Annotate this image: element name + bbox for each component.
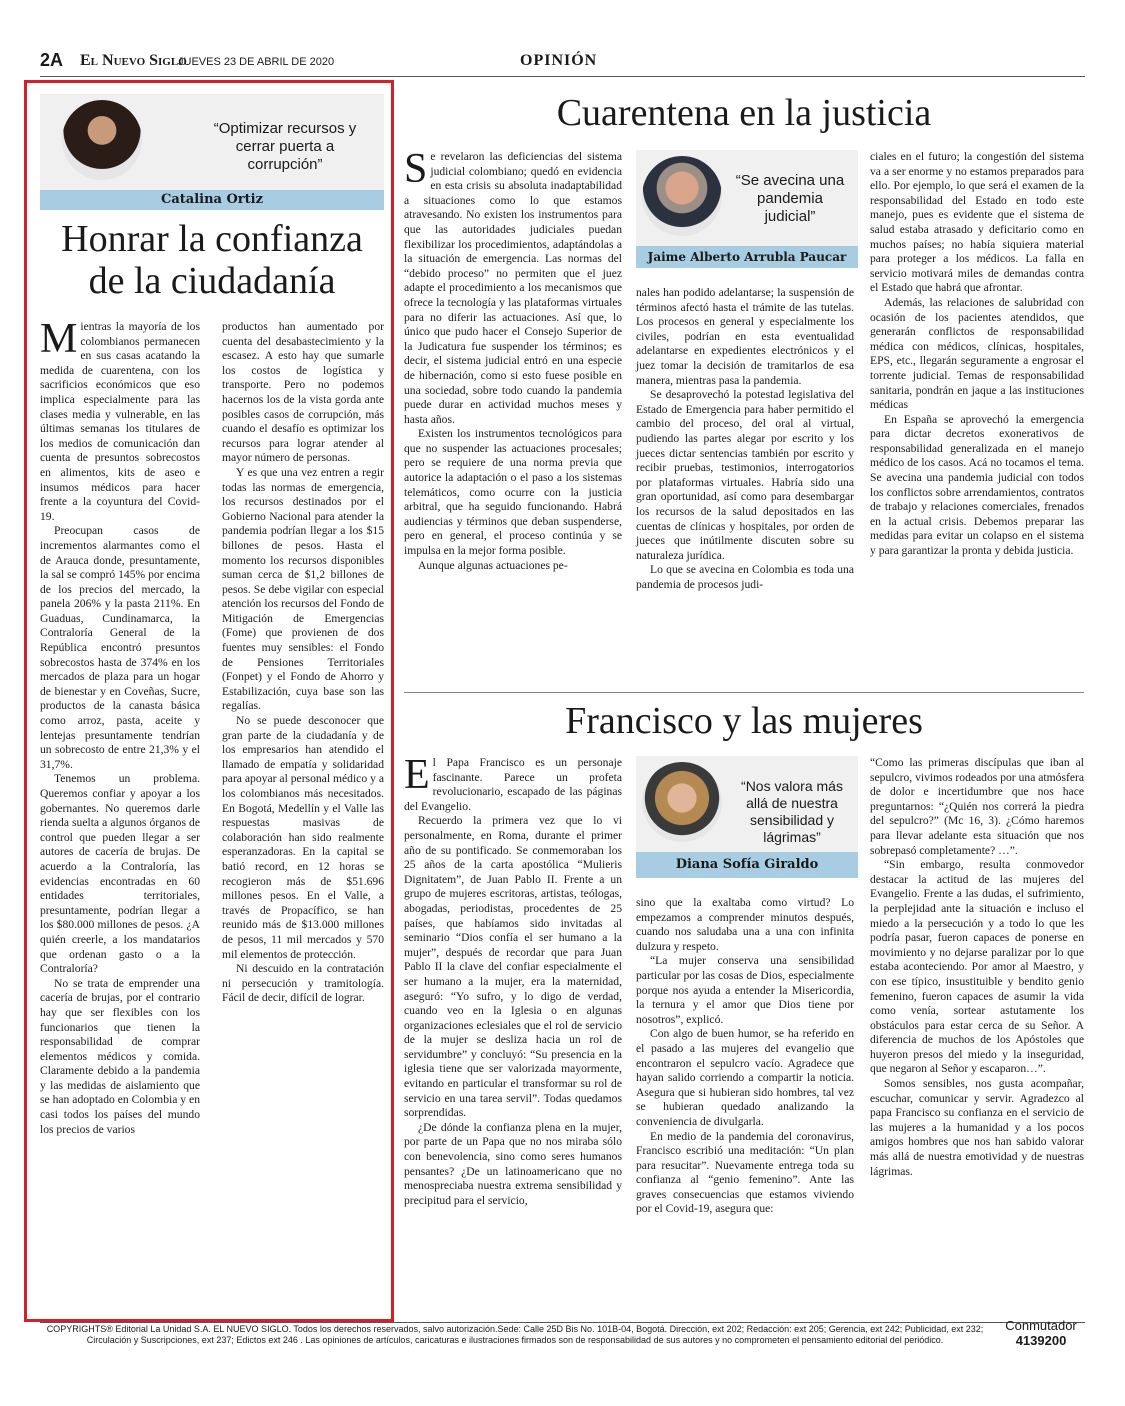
copyright-footer (40, 1324, 990, 1346)
paragraph: ientras la mayoría de los colombianos permanecen en sus casas acatando la medida de cuarentena, con los sacrificios económicos que eso implica especialmente para las clases media y vulnerable, en las últimas semanas los titulares de los medios de comunicación dan cuenta de presuntos sobrecostos en alimentos, kits de aseo e insumos médicos para hacer frente a la coyuntura del Covid-19. (40, 320, 200, 523)
author-photo-arrubla (642, 156, 722, 236)
footer-line-2: Circulación y Suscripciones, ext 237; Edictos ext 246 . Las opiniones de artículos, caricaturas e ilustraciones firmados son de responsabilidad de sus autores y no comprometen el pensamiento editorial del periódico. (86, 1335, 944, 1345)
paragraph: Tenemos un problema. Queremos confiar y apoyar a los gobernantes. No queremos darle rienda suelta a algunos órganos de control que pueden llegar a ser autores de cacería de brujas. De acuerdo a la Contraloría, las evidencias encontradas en 60 entidades territoriales, presuntamente, podrían llegar a los $80.000 millones de pesos. ¿A quién creerle, a los mandatarios que ordenan gasto o a la Contraloría? (40, 772, 200, 976)
article-divider (404, 692, 1084, 693)
switchboard-number: 4139200 (1015, 1333, 1067, 1348)
paragraph: “La mujer conserva una sensibilidad particular por las cosas de Dios, especialmente porque nos ayuda a entender la Misericordia, la ternura y el amor que Dios tiene por nosotros”, explicó. (636, 954, 854, 1026)
author-box-ortiz (40, 94, 384, 190)
paragraph: sino que la exaltaba como virtud? Lo empezamos a comprender minutos después, cuando nos saludaba una a una con infinita dulzura y respeto. (636, 896, 854, 953)
paragraph: “Sin embargo, resulta conmovedor destacar la actitud de las mujeres del Evangelio. Frente a las dudas, el sufrimiento, la perplejidad ante la situación e incluso el miedo a la persecución y a todo lo que les podría pasar, fueron capaces de ponerse en movimiento y no dejarse paralizar por lo que estaba aconteciendo. Por amor al Maestro, y con ese típico, insustituible y bendito genio femenino, fueron capaces de asumir la vida como venía, sortear astutamente los obstáculos para estar cerca de su Señor. A diferencia de muchos de los Apóstoles que huyeron presos del miedo y la inseguridad, que negaron al Señor y escaparon…”. (870, 858, 1084, 1076)
article-column-arrubla-1 (404, 146, 622, 573)
article-column-ortiz-2 (222, 320, 384, 1006)
article-column-ortiz-1 (40, 316, 200, 1137)
paragraph: No se puede desconocer que gran parte de la ciudadanía y de los empresarios han atendido el llamado de empatía y solidaridad para apoyar al personal médico y a los colombianos más necesitados. En Bogotá, Medellín y el Valle las respuestas masivas de colaboración han sido realmente esperanzadoras. En la capital se batió record, en 12 horas se recogieron más de $51.696 millones pesos. En el Valle, a través de Propacífico, se han reunido más de $13.000 millones de pesos, 11 mil mercados y 570 mil elementos de protección. (222, 714, 384, 961)
paragraph: nales han podido adelantarse; la suspensión de términos afectó hasta el trámite de las tutelas. Los procesos en general y especialmente los civiles, podrían en esta eventualidad adelantarse en expedientes electrónicos y el juez tomar la decisión de tramitarlos de esa manera, mientras pasa la pandemia. (636, 286, 854, 387)
headline-line-2: de la ciudadanía (88, 260, 336, 302)
paragraph: Además, las relaciones de salubridad con ocasión de los pacientes atendidos, que generarán conflictos de responsabilidad médica con médicos, clínicas, hospitales, EPS, etc., llegarán seguramente a engrosar el torrente judicial. Temas de responsabilidad sanitaria, pondrán en jaque a las instituciones médicas (870, 295, 1084, 412)
headline-cuarentena: Cuarentena en la justicia (556, 92, 932, 134)
paragraph: productos han aumentado por cuenta del desabastecimiento y la escasez. A esto hay que sumarle los costos de logística y transporte. Pero no podemos hacernos los de la vista gorda ante posibles casos de corrupción, más cuando el desafío es optimizar los recursos para lograr atender al mayor número de personas. (222, 320, 384, 465)
paragraph: Lo que se avecina en Colombia es toda una pandemia de procesos judi- (636, 563, 854, 591)
masthead: El Nuevo Siglo (80, 52, 187, 69)
drop-cap: E (404, 752, 430, 798)
article-column-giraldo-2 (636, 896, 854, 1217)
paragraph: En medio de la pandemia del coronavirus, Francisco escribió una meditación: “Un plan para resucitar”. Nuevamente entrega toda su confianza al “genio femenino”. Ante las graves consecuencias que estamos viviendo por el Covid-19, asegura que: (636, 1129, 854, 1216)
pull-quote-giraldo: “Nos valora más allá de nuestra sensibilidad y lágrimas” (741, 778, 843, 845)
headline-line-1: Honrar la confianza (61, 218, 363, 260)
article-column-arrubla-3 (870, 150, 1084, 559)
paragraph: En España se aprovechó la emergencia para dictar decretos exonerativos de responsabilidad generalizada en el manejo médico de los casos. Acá no tocamos el tema. Se avecina una pandemia judicial con todos los conflictos sobre arrendamientos, contratos de trabajo y relaciones comerciales, frenados en la actual crisis. Debemos preparar las medidas para evitar un colapso en el sistema y para garantizar la pronta y debida justicia. (870, 412, 1084, 558)
drop-cap: M (40, 316, 78, 362)
paragraph: Existen los instrumentos tecnológicos para que no suspender las actuaciones procesales; pero se requiere de una norma previa que autorice la adaptación o el paso a los sistemas telemáticos, como ocurre con la justicia arbitral, que ha seguido funcionando. Habrá audiencias y términos que deban suspenderse, pero en general, el proceso continúa y se impulsa en la mejor forma posible. (404, 427, 622, 558)
page-number: 2A (40, 50, 64, 70)
paragraph: e revelaron las deficiencias del sistema judicial colombiano; quedó en evidencia en esta crisis su absoluta inadaptabilidad a situaciones como lo que estamos atravesando. No existen los instrumentos para que las autoridades judiciales puedan flexibilizar los procedimientos, adaptándolas a la situación de emergencia. Las normas del “debido proceso” no permiten que el juez adapte el procedimiento a los mecanismos que ofrece la tecnología y las plataformas virtuales para no diferir las actuaciones. Así que, lo único que pudo hacer el Consejo Superior de la Judicatura fue suspender los términos; es decir, el sistema judicial entró en una especie de hibernación, como si esto fuese posible en una sociedad, sobre todo cuando la pandemia puede durar en actividad muchos meses y hasta años. (404, 150, 622, 426)
switchboard-box (1000, 1318, 1082, 1348)
article-column-giraldo-1 (404, 752, 622, 1208)
footer-line-1: COPYRIGHTS® Editorial La Unidad S.A. EL NUEVO SIGLO. Todos los derechos reservados, salvo autorización.Sede: Calle 25D Bis No. 101B-04, Bogotá. Dirección, ext 202; Redacción: ext 205; Gerencia, ext 242; Publicidad, ext 232; (46, 1324, 984, 1334)
author-name-ortiz: Catalina Ortiz (40, 190, 384, 210)
author-photo-giraldo (642, 762, 722, 842)
issue-date: JUEVES 23 DE ABRIL DE 2020 (178, 56, 335, 68)
article-column-giraldo-3 (870, 756, 1084, 1179)
pull-quote-ortiz: “Optimizar recursos y cerrar puerta a corrupción” (213, 120, 357, 173)
paragraph: l Papa Francisco es un personaje fascinante. Parece un profeta revolucionario, escapado de las páginas del Evangelio. (404, 756, 622, 813)
paragraph: ¿De dónde la confianza plena en la mujer, por parte de un Papa que no nos miraba sólo con benevolencia, sino como seres humanos pensantes? ¿De un latinoamericano que no menospreciaba nuestra extrema sensibilidad y precipitud para el servicio, (404, 1120, 622, 1207)
section-title: OPINIÓN (520, 52, 598, 69)
paragraph: Ni descuido en la contratación ni persecución y tramitología. Fácil de decir, difícil de lograr. (222, 962, 384, 1005)
headline-francisco: Francisco y las mujeres (565, 700, 923, 742)
pull-quote-arrubla: “Se avecina una pandemia judicial” (735, 172, 845, 225)
article-column-arrubla-2 (636, 286, 854, 592)
author-box-arrubla (636, 150, 858, 246)
author-name-arrubla: Jaime Alberto Arrubla Paucar (636, 246, 858, 268)
paragraph: Somos sensibles, nos gusta acompañar, escuchar, comunicar y servir. Agradezco al papa Francisco su confianza en el servicio de las mujeres a la humanidad y a los pocos amigos hombres que nos han sabido valorar más allá de nuestra emotividad y de nuestras lágrimas. (870, 1077, 1084, 1178)
paragraph: No se trata de emprender una cacería de brujas, por el contrario hay que ser flexibles con los funcionarios que tienen la responsabilidad de comprar elementos médicos y comida. Claramente debido a la pandemia y las medidas de aislamiento que se han adoptado en Colombia y en casi todos los países del mundo los precios de varios (40, 976, 200, 1136)
headline-honrar (34, 218, 390, 302)
drop-cap: S (404, 146, 428, 192)
author-box-giraldo (636, 756, 858, 852)
paragraph: ciales en el futuro; la congestión del sistema va a ser enorme y no estamos preparados para ello. Por ejemplo, lo que será el examen de la responsabilidad del Estado en todo este manejo, pues es evidente que el sistema de salud estaba atrasado y deficitario como en muchos países; no había siquiera material para proteger a los médicos. La falla en servicio motivará miles de demandas contra el Estado que habrá que afrontar. (870, 150, 1084, 295)
switchboard-label: Conmutador (1005, 1318, 1077, 1333)
footer-rule (40, 1322, 1085, 1323)
author-photo-ortiz (62, 100, 142, 180)
author-name-giraldo: Diana Sofía Giraldo (636, 852, 858, 878)
paragraph: Con algo de buen humor, se ha referido en el pasado a las mujeres del evangelio que encontraron el sepulcro vacío. Agradece que hayan salido corriendo a compartir la noticia. Asegura que si hubieran sido hombres, tal vez se hubieran quedado analizando la conveniencia de divulgarla. (636, 1027, 854, 1128)
header-rule (40, 76, 1085, 77)
paragraph: Se desaprovechó la potestad legislativa del Estado de Emergencia para haber permitido el cambio del proceso, del oral al virtual, pudiendo las partes alegar por escrito y los jueces dictar sentencias también por escrito y recibir pruebas, testimonios, interrogatorios por plataformas virtuales. Habría sido una gran oportunidad, así como para desembargar los recursos de la salud depositados en las cuentas de clínicas y hospitales, por orden de jueces que inútilmente discuten sobre su naturaleza jurídica. (636, 388, 854, 562)
paragraph: Preocupan casos de incrementos alarmantes como el de Arauca donde, presuntamente, la sal se compró 145% por encima de los precios del mercado, la panela 206% y la pasta 211%. En Guaduas, Cundinamarca, la Contraloría General de la República encontró presuntos sobrecostos hasta de 374% en los mercados de plaza para un hogar de bienestar y en Coveñas, Sucre, productos de la canasta básica como arroz, pasta, aceite y lentejas presuntamente tendrían un sobrecosto de entre 21,3% y el 31,7%. (40, 524, 200, 771)
paragraph: “Como las primeras discípulas que iban al sepulcro, vivimos rodeados por una atmósfera de dolor e incertidumbre que nos hace preguntarnos: “¿Quién nos correrá la piedra del sepulcro?” (Mc 16, 3). ¿Cómo haremos para llevar adelante esta situación que nos sobrepasó completamente? …”. (870, 756, 1084, 857)
paragraph: Recuerdo la primera vez que lo vi personalmente, en Roma, durante el primer año de su pontificado. Se conmemoraban los 25 años de la carta apostólica “Mulieris Dignitatem”, de Juan Pablo II. Frente a un grupo de mujeres escritoras, artistas, teólogas, abogadas, periodistas, procedentes de 25 países, que habíamos sido invitadas al seminario “Dios confía el ser humano a la mujer”, después de recordar que para Juan Pablo II la clave del confiar especialmente el ser humano a la mujer, era la maternidad, aseguró: “Yo sufro, y lo digo de verdad, cuando veo en la Iglesia o en algunas organizaciones eclesiales que el rol de servicio de la mujer se desliza hacia un rol de servidumbre” y concluyó: “Su presencia en la iglesia tiene que ser valorizada mayormente, evitando en particular el transformar su rol de servicio en una tarea servil”. Todas quedamos sorprendidas. (404, 814, 622, 1120)
paragraph: Y es que una vez entren a regir todas las normas de emergencia, los recursos destinados por el Gobierno Nacional para atender la pandemia podrían llegar a los $15 billones de pesos. Hasta el momento los recursos disponibles suman cerca de $1,2 billones de pesos. Se debe vigilar con especial atención los recursos del Fondo de Mitigación de Emergencias (Fome) que provienen de dos fuentes muy sensibles: el Fondo de Pensiones Territoriales (Fonpet) y el Fondo de Ahorro y Estabilización, cuya base son las regalías. (222, 465, 384, 713)
paragraph: Aunque algunas actuaciones pe- (418, 558, 568, 572)
